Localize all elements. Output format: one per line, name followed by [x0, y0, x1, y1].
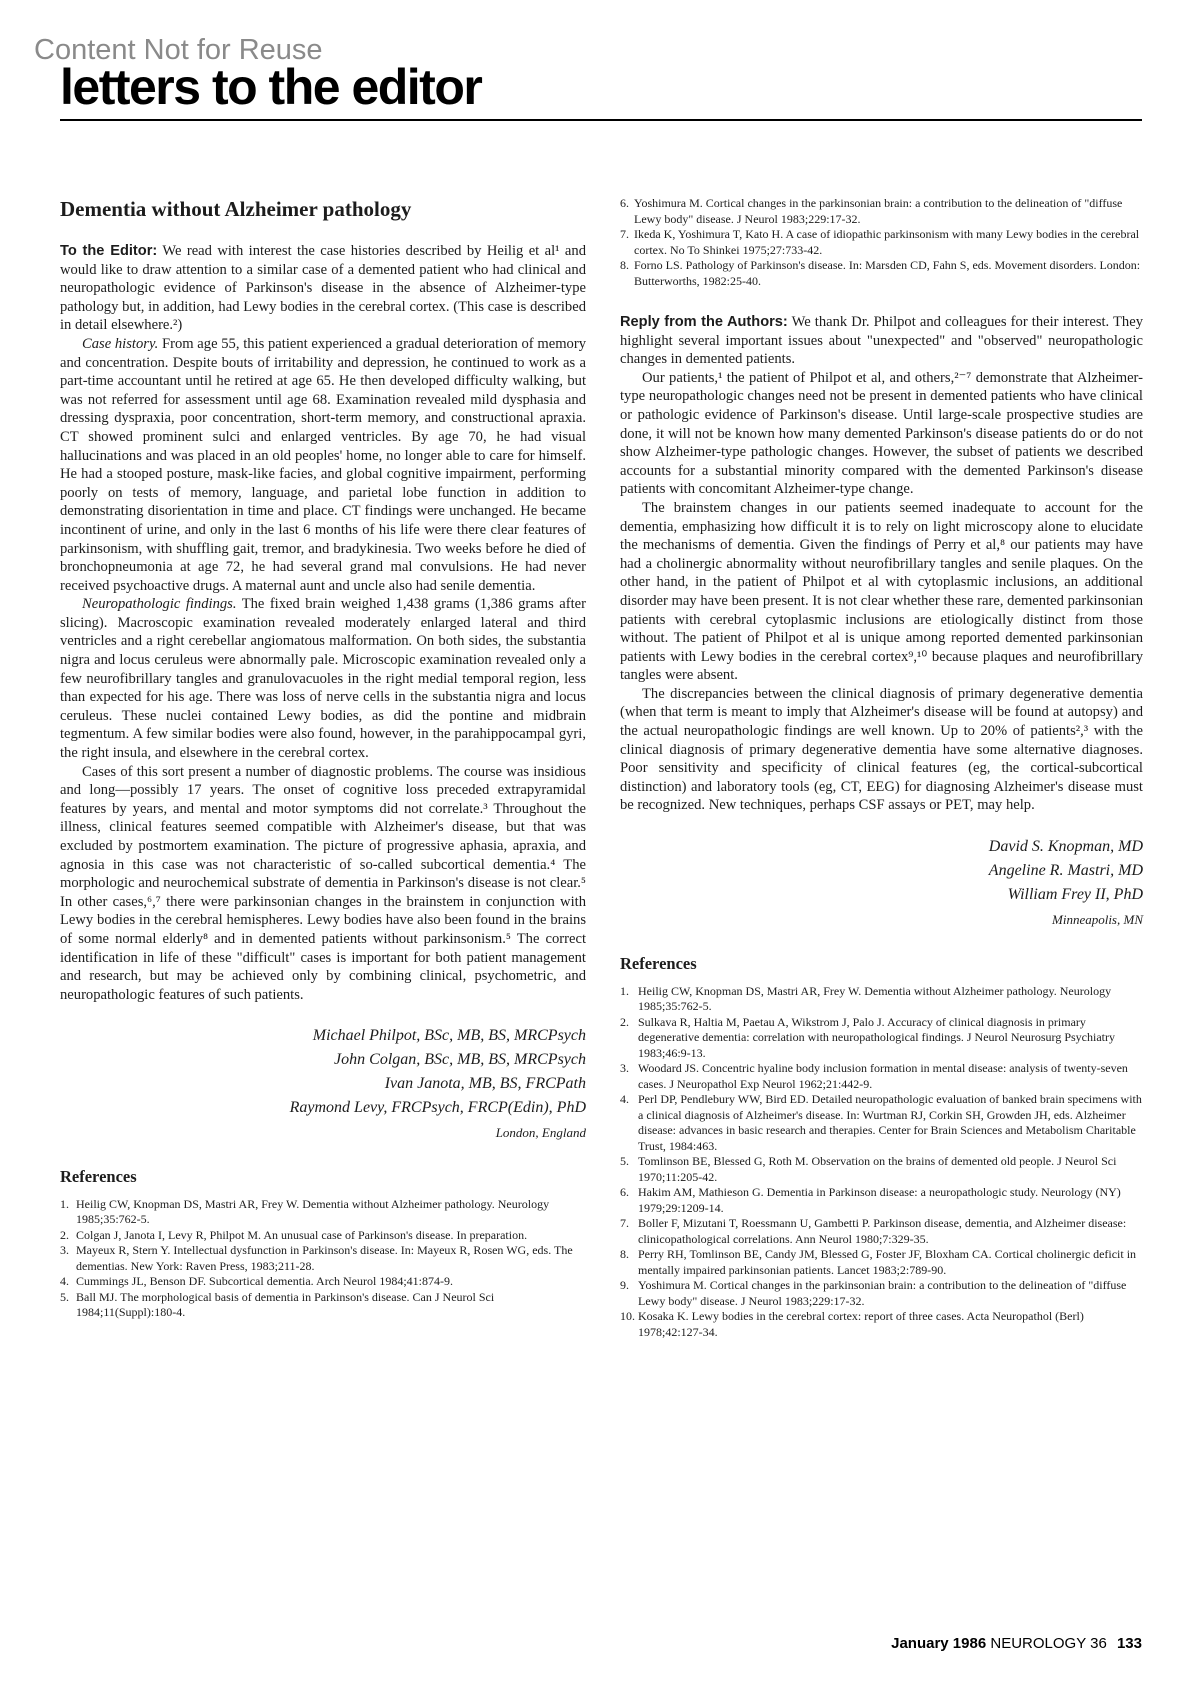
reference-number: 6. — [620, 1185, 629, 1200]
reference-number: 7. — [620, 1216, 629, 1231]
reference-text: Perl DP, Pendlebury WW, Bird ED. Detailed neuropathologic evaluation of banked brain specimens with a clinical diagnosis of Alzheimer's disease. In: Wurtman RJ, Corkin SH, Growden JH, eds. Alzheimer disease: advances in basic research and therapies. Center for Brain Sciences and Metabolism Charitable Trust, 1984:463. — [638, 1092, 1142, 1153]
reply-section — [620, 313, 1143, 1340]
reference-text: Perry RH, Tomlinson BE, Candy JM, Blessed G, Foster JF, Bloxham CA. Cortical cholinergic deficit in mentally impaired parkinsonian patients. Lancet 1983;2:789-90. — [638, 1247, 1137, 1277]
reference-text: Sulkava R, Haltia M, Paetau A, Wikstrom J, Palo J. Accuracy of clinical diagnosis in primary degenerative dementia: correlation with neuropathological findings. J Neurol Neurosurg Psychiatry 1983;46:9-13. — [638, 1014, 1115, 1060]
reference-text: Kosaka K. Lewy bodies in the cerebral cortex: report of three cases. Acta Neuropathol (Berl) 1978;42:127-34. — [638, 1309, 1084, 1339]
references-heading: References — [620, 954, 697, 974]
watermark-text: Content Not for Reuse — [34, 34, 323, 66]
reference-number: 9. — [620, 1278, 629, 1293]
reference-text: Yoshimura M. Cortical changes in the parkinsonian brain: a contribution to the delineation of "diffuse Lewy body" disease. J Neurol 1983;229:17-32. — [638, 1278, 1127, 1308]
reference-number: 1. — [60, 1196, 69, 1211]
case-history-paragraph — [60, 335, 586, 595]
right-column — [620, 196, 1143, 1340]
signature: John Colgan, BSc, MB, BS, MRCPsych — [334, 1051, 586, 1069]
reply-paragraph: The discrepancies between the clinical diagnosis of primary degenerative dementia (when that term is meant to imply that Alzheimer's disease will be found at autopsy) and the actual neuropathologic findings are well known. Up to 20% of patients²,³ with the clinical diagnosis of primary degenerative dementia have some alternative diagnoses. Poor sensitivity and specificity of clinical features (eg, the cortical-subcortical distinction) and laboratory tools (eg, CT, EEG) for diagnosing Alzheimer's disease must be recognized. New techniques, perhaps CSF assays or PET, may help. — [620, 685, 1143, 814]
reference-number: 4. — [620, 1092, 629, 1107]
letter-references — [60, 1197, 586, 1321]
left-column — [60, 196, 586, 1321]
article-title: Dementia without Alzheimer pathology — [60, 197, 412, 221]
neuropathologic-text: The fixed brain weighed 1,438 grams (1,386 grams after slicing). Macroscopic examination revealed moderately enlarged lateral and third ventricles and a right cerebellar angiomatous malformation. On both sides, the substantia nigra and locus ceruleus were abnormally pale. Microscopic examination revealed only a few neurofibrillary tangles and granulovacuoles in the right medial temporal region, less than expected for his age. There was loss of nerve cells in the substantia nigra and locus ceruleus. These nuclei contained Lewy bodies, as did the pontine and midbrain tegmentum. A few similar bodies were also found, however, in the parahippocampal gyri, the right insula, and elsewhere in the cerebral cortex. — [60, 596, 586, 762]
case-history-label: Case history. — [82, 335, 159, 352]
reference-item — [60, 1197, 586, 1228]
reference-text: Boller F, Mizutani T, Roessmann U, Gambetti P. Parkinson disease, dementia, and Alzheimer disease: clinicopathological correlations. Ann Neurol 1980;7:329-35. — [638, 1216, 1127, 1246]
signature: David S. Knopman, MD — [988, 838, 1143, 856]
reference-number: 5. — [620, 1154, 629, 1169]
reference-text: Woodard JS. Concentric hyaline body inclusion formation in mental disease: analysis of twenty-seven cases. J Neuropathol Exp Neurol 1962;21:442-9. — [638, 1061, 1128, 1091]
signature: Raymond Levy, FRCPsych, FRCP(Edin), PhD — [289, 1099, 586, 1117]
reference-item — [620, 1092, 1143, 1154]
reference-item — [620, 984, 1143, 1015]
reference-number: 1. — [620, 983, 629, 998]
signature: William Frey II, PhD — [1007, 886, 1143, 904]
reference-text: Cummings JL, Benson DF. Subcortical dementia. Arch Neurol 1984;41:874-9. — [76, 1274, 453, 1289]
reference-number: 4. — [60, 1274, 69, 1289]
neuropathologic-paragraph — [60, 595, 586, 762]
reference-text: Ikeda K, Yoshimura T, Kato H. A case of idiopathic parkinsonism with many Lewy bodies in the cerebral cortex. No To Shinkei 1975;27:733-42. — [634, 227, 1140, 257]
reference-item — [620, 1185, 1143, 1216]
signature-location: Minneapolis, MN — [1052, 912, 1143, 928]
reference-item — [60, 1243, 586, 1274]
reference-text: Colgan J, Janota I, Levy R, Philpot M. An unusual case of Parkinson's disease. In preparation. — [76, 1227, 528, 1242]
reference-item — [620, 258, 1143, 289]
letter-intro-text: We read with interest the case histories described by Heilig et al¹ and would like to draw attention to a similar case of a demented patient who had clinical and neuropathologic evidence of Parkinson's disease in the absence of Alzheimer-type pathology but, in addition, had Lewy bodies in the cerebral cortex. (This case is described in detail elsewhere.²) — [60, 243, 586, 334]
reference-item — [60, 1290, 586, 1321]
reference-number: 8. — [620, 1247, 629, 1262]
reference-item — [620, 1154, 1143, 1185]
reference-number: 3. — [620, 1061, 629, 1076]
letter-references-continued — [620, 196, 1143, 289]
reference-text: Hakim AM, Mathieson G. Dementia in Parkinson disease: a neuropathologic study. Neurology (NY) 1979;29:1209-14. — [638, 1185, 1121, 1215]
reference-item — [620, 1309, 1143, 1340]
reference-number: 5. — [60, 1289, 69, 1304]
reference-number: 7. — [620, 227, 629, 241]
reference-text: Forno LS. Pathology of Parkinson's disease. In: Marsden CD, Fahn S, eds. Movement disorders. London: Butterworths, 1982:25-40. — [634, 258, 1141, 288]
section-title: letters to the editor — [60, 59, 482, 115]
reference-item — [620, 196, 1143, 227]
neuropathologic-label: Neuropathologic findings. — [82, 596, 237, 613]
page-footer — [891, 1635, 1142, 1652]
references-heading: References — [60, 1167, 137, 1187]
reference-item — [60, 1228, 586, 1244]
reference-item — [620, 1216, 1143, 1247]
issue-date: January 1986 — [891, 1635, 987, 1652]
signature: Michael Philpot, BSc, MB, BS, MRCPsych — [312, 1027, 586, 1045]
page-number: 133 — [1116, 1635, 1142, 1652]
reply-paragraph: The brainstem changes in our patients seemed inadequate to account for the dementia, emphasizing how difficult it is to rely on light microscopy alone to elucidate the mechanisms of dementia. Given the findings of Perry et al,⁸ our patients may have had a cholinergic abnormality without neurofibrillary tangles and senile plaques. On the other hand, in the patient of Philpot et al with cytoplasmic inclusions, an additional disorder may have been present. It is not clear whether these rare, demented parkinsonian patients with cerebral cytoplasmic inclusions are etiologically distinct from those without. The patient of Philpot et al is unique among reported demented parkinsonian patients with Lewy bodies in the cerebral cortex⁹,¹⁰ because plaques and neurofibrillary tangles were absent. — [620, 499, 1143, 684]
letter-signatures — [60, 1024, 586, 1144]
reference-number: 6. — [620, 196, 629, 210]
reference-text: Mayeux R, Stern Y. Intellectual dysfunction in Parkinson's disease. In: Mayeux R, Rosen WG, eds. The dementias. New York: Raven Press, 1983;211-28. — [76, 1243, 573, 1273]
journal-name: NEUROLOGY 36 — [990, 1635, 1107, 1652]
reference-item — [620, 1278, 1143, 1309]
reference-item — [620, 1015, 1143, 1062]
reference-item — [620, 227, 1143, 258]
reference-text: Yoshimura M. Cortical changes in the parkinsonian brain: a contribution to the delineation of "diffuse Lewy body" disease. J Neurol 1983;229:17-32. — [634, 196, 1123, 226]
reply-intro-text: We thank Dr. Philpot and colleagues for their interest. They highlight several important issues about "unexpected" and "observed" neuropathologic changes in demented patients. — [620, 314, 1144, 368]
reference-item — [60, 1274, 586, 1290]
reply-references — [620, 984, 1143, 1341]
reply-signatures — [620, 835, 1143, 931]
reference-text: Ball MJ. The morphological basis of dementia in Parkinson's disease. Can J Neurol Sci 1984;11(Suppl):180-4. — [76, 1289, 495, 1320]
reply-paragraph: Our patients,¹ the patient of Philpot et al, and others,²⁻⁷ demonstrate that Alzheimer-type neuropathologic changes need not be present in demented patients who have clinical or pathologic evidence of Parkinson's disease. Until large-scale prospective studies are done, it will not be known how many demented Parkinson's disease patients do or do not show Alzheimer-type pathologic changes. However, the subset of patients we described accounts for a substantial minority compared with the demented Parkinson's disease patients with concomitant Alzheimer-type change. — [620, 369, 1143, 498]
reply-lead: Reply from the Authors: — [620, 314, 788, 330]
reference-text: Tomlinson BE, Blessed G, Roth M. Observation on the brains of demented old people. J Neurol Sci 1970;11:205-42. — [638, 1154, 1117, 1184]
reference-number: 8. — [620, 258, 629, 272]
reference-item — [620, 1061, 1143, 1092]
reference-number: 2. — [620, 1014, 629, 1029]
reference-number: 3. — [60, 1243, 69, 1258]
title-rule — [60, 119, 1142, 121]
case-history-text: From age 55, this patient experienced a gradual deterioration of memory and concentration. Despite bouts of irritability and depression, he continued to work as a part-time accountant until he retired at age 65. He then developed difficulty walking, but was not referred for assessment until age 68. Examination revealed mild dysphasia and dressing dyspraxia, poor concentration, short-term memory, and constructional apraxia. CT showed prominent sulci and enlarged ventricles. By age 70, he had visual hallucinations and was placed in an old peoples' home, no longer able to care for himself. He had a stooped posture, mask-like facies, and global cognitive impairment, performing poorly on tests of memory, language, and parietal lobe function in addition to demonstrating disorientation in time and place. CT findings were unchanged. He became incontinent of urine, and only in the last 6 months of his life were there clear features of parkinsonism, with shuffling gait, tremor, and bradykinesia. Two weeks before he died of bronchopneumonia at age 72, he had several grand mal convulsions. He had never received psychoactive drugs. A maternal aunt and uncle also had senile dementia. — [60, 335, 586, 594]
signature: Angeline R. Mastri, MD — [988, 862, 1143, 880]
reference-item — [620, 1247, 1143, 1278]
signature: Ivan Janota, MB, BS, FRCPath — [384, 1075, 586, 1093]
reference-text: Heilig CW, Knopman DS, Mastri AR, Frey W. Dementia without Alzheimer pathology. Neurology 1985;35:762-5. — [638, 983, 1112, 1014]
signature-location: London, England — [495, 1125, 586, 1141]
letter-intro — [60, 242, 586, 335]
letter-lead: To the Editor: — [60, 243, 158, 259]
reply-intro — [620, 313, 1143, 369]
reference-text: Heilig CW, Knopman DS, Mastri AR, Frey W. Dementia without Alzheimer pathology. Neurology 1985;35:762-5. — [76, 1196, 550, 1227]
reference-number: 10. — [620, 1309, 635, 1324]
reference-number: 2. — [60, 1227, 69, 1242]
discussion-paragraph: Cases of this sort present a number of diagnostic problems. The course was insidious and long—possibly 17 years. The onset of cognitive loss preceded extrapyramidal features by years, and mental and motor symptoms did not correlate.³ Throughout the illness, clinical features seemed compatible with Alzheimer's disease, but that was excluded by postmortem examination. The picture of progressive aphasia, apraxia, and agnosia in this case was not characteristic of so-called subcortical dementia.⁴ The morphologic and neurochemical substrate of dementia in Parkinson's disease is not clear.⁵ In other cases,⁶,⁷ there were parkinsonian changes in the brainstem in conjunction with Lewy bodies in the cerebral hemispheres. Lewy bodies have also been found in the brains of some normal elderly⁸ and in demented patients without parkinsonism.⁵ The correct identification in life of these "difficult" cases is important for both patient management and research, but may be achieved only by combining clinical, psychometric, and neuropathologic features of such patients. — [60, 763, 586, 1003]
